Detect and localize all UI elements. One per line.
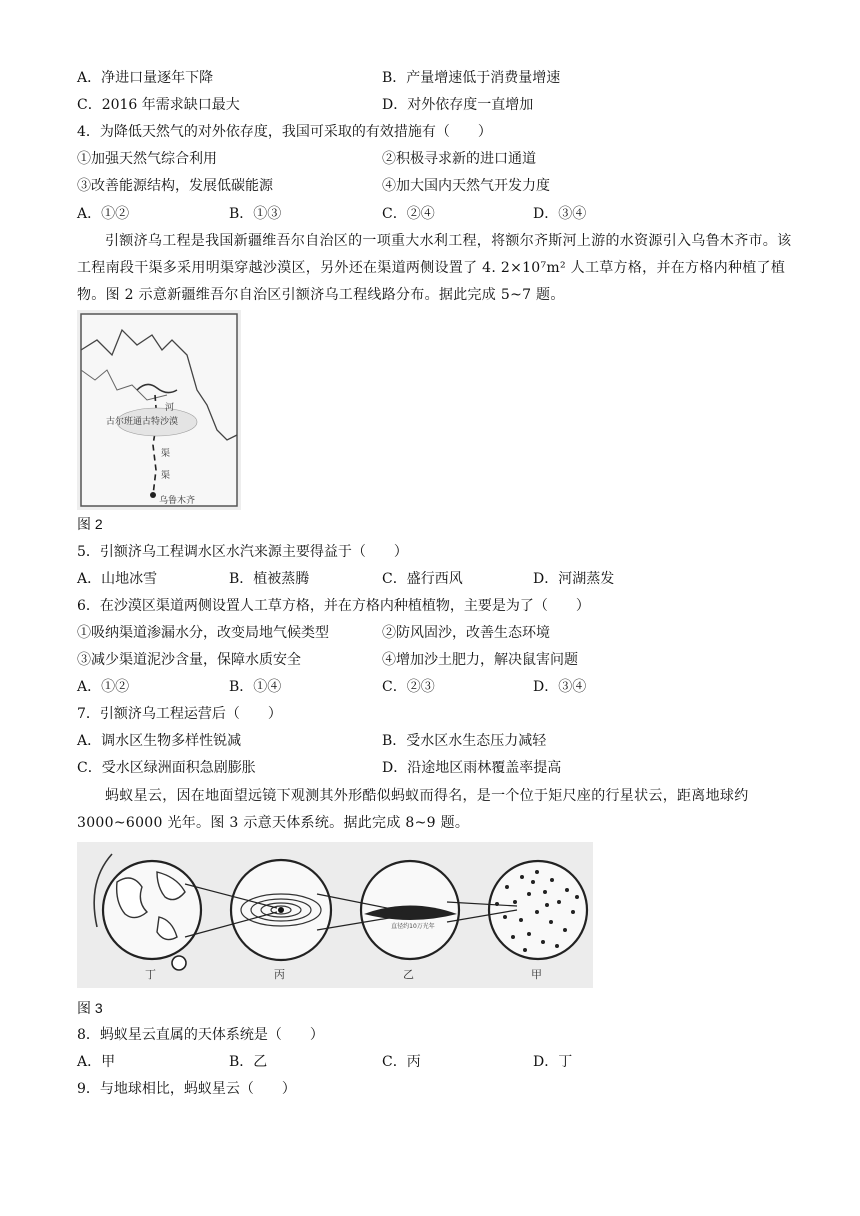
q6-item-1: ①吸纳渠道渗漏水分，改变局地气候类型 xyxy=(77,625,329,641)
passage-ant-nebula: 蚂蚁星云，因在地面望远镜下观测其外形酷似蚂蚁而得名，是一个位于矩尺座的行星状云，距离地球约 3000~6000 光年。图 3 示意天体系统。据此完成 8~9 题。 xyxy=(77,788,749,831)
figure3-caption: 图 3 xyxy=(77,1000,103,1016)
fig3-label-ding: 丁 xyxy=(145,968,156,981)
q4-item-2: ②积极寻求新的进口通道 xyxy=(382,151,536,167)
cluster-circle xyxy=(489,861,587,959)
figure2-map xyxy=(77,310,241,510)
q6-option-d: D．③④ xyxy=(533,679,587,695)
map-label-city: 乌鲁木齐 xyxy=(159,496,196,506)
fig3-label-yi: 乙 xyxy=(403,968,414,981)
map-label-desert: 古尔班通古特沙漠 xyxy=(106,417,179,427)
q7-option-a: A．调水区生物多样性锐减 xyxy=(77,733,242,749)
q7-option-b: B．受水区水生态压力减轻 xyxy=(382,733,547,749)
q8-option-c: C．丙 xyxy=(382,1054,421,1070)
q3-option-b: B．产量增速低于消费量增速 xyxy=(382,70,561,86)
map-label-canal-2: 渠 xyxy=(161,471,171,481)
fig3-label-jia: 甲 xyxy=(531,968,542,981)
q5-option-c: C．盛行西风 xyxy=(382,571,463,587)
solar-system-circle xyxy=(231,860,331,960)
q4-option-d: D．③④ xyxy=(533,206,587,222)
figure2-caption: 图 2 xyxy=(77,516,103,532)
q8-option-b: B．乙 xyxy=(229,1054,268,1070)
galaxy-circle xyxy=(361,861,459,959)
q6-option-b: B．①④ xyxy=(229,679,282,695)
q7-stem: 7．引额济乌工程运营后（ ） xyxy=(77,706,282,722)
q8-stem: 8．蚂蚁星云直属的天体系统是（ ） xyxy=(77,1027,324,1043)
q5-stem: 5．引额济乌工程调水区水汽来源主要得益于（ ） xyxy=(77,544,408,560)
q5-option-a: A．山地冰雪 xyxy=(77,571,158,587)
q6-option-c: C．②③ xyxy=(382,679,435,695)
figure3-celestial-systems xyxy=(77,842,593,988)
q5-option-d: D．河湖蒸发 xyxy=(533,571,615,587)
q4-item-1: ①加强天然气综合利用 xyxy=(77,151,217,167)
fig3-label-bing: 丙 xyxy=(274,968,285,981)
map-label-canal-1: 渠 xyxy=(161,449,171,459)
q7-option-c: C．受水区绿洲面积急剧膨胀 xyxy=(77,760,256,776)
q9-stem: 9．与地球相比，蚂蚁星云（ ） xyxy=(77,1081,296,1097)
q5-option-b: B．植被蒸腾 xyxy=(229,571,310,587)
q8-option-a: A．甲 xyxy=(77,1054,116,1070)
q6-item-4: ④增加沙土肥力，解决鼠害问题 xyxy=(382,652,578,668)
q4-option-c: C．②④ xyxy=(382,206,435,222)
q4-option-a: A．①② xyxy=(77,206,130,222)
q6-stem: 6．在沙漠区渠道两侧设置人工草方格，并在方格内种植植物，主要是为了（ ） xyxy=(77,598,590,614)
galaxy-diameter-label: 直径约10万光年 xyxy=(391,923,435,930)
q8-option-d: D．丁 xyxy=(533,1054,573,1070)
q6-item-2: ②防风固沙，改善生态环境 xyxy=(382,625,550,641)
q3-option-d: D．对外依存度一直增加 xyxy=(382,97,534,113)
q4-option-b: B．①③ xyxy=(229,206,282,222)
q4-item-4: ④加大国内天然气开发力度 xyxy=(382,178,550,194)
q6-item-3: ③减少渠道泥沙含量，保障水质安全 xyxy=(77,652,301,668)
q4-item-3: ③改善能源结构，发展低碳能源 xyxy=(77,178,273,194)
q3-option-a: A．净进口量逐年下降 xyxy=(77,70,214,86)
map-label-river: 河 xyxy=(165,403,175,413)
q3-option-c: C．2016 年需求缺口最大 xyxy=(77,97,240,113)
passage-water-project: 引额济乌工程是我国新疆维吾尔自治区的一项重大水利工程，将额尔齐斯河上游的水资源引入乌鲁木齐市。该工程南段干渠多采用明渠穿越沙漠区，另外还在渠道两侧设置了 4. 2×10⁷m² 人工草方格，并在方格内种植了植物。图 2 示意新疆维吾尔自治区引额济乌工程线路分布。据此完成 5~7 题。 xyxy=(77,233,792,303)
q7-option-d: D．沿途地区雨林覆盖率提高 xyxy=(382,760,562,776)
q4-stem: 4．为降低天然气的对外依存度，我国可采取的有效措施有（ ） xyxy=(77,124,492,140)
q6-option-a: A．①② xyxy=(77,679,130,695)
